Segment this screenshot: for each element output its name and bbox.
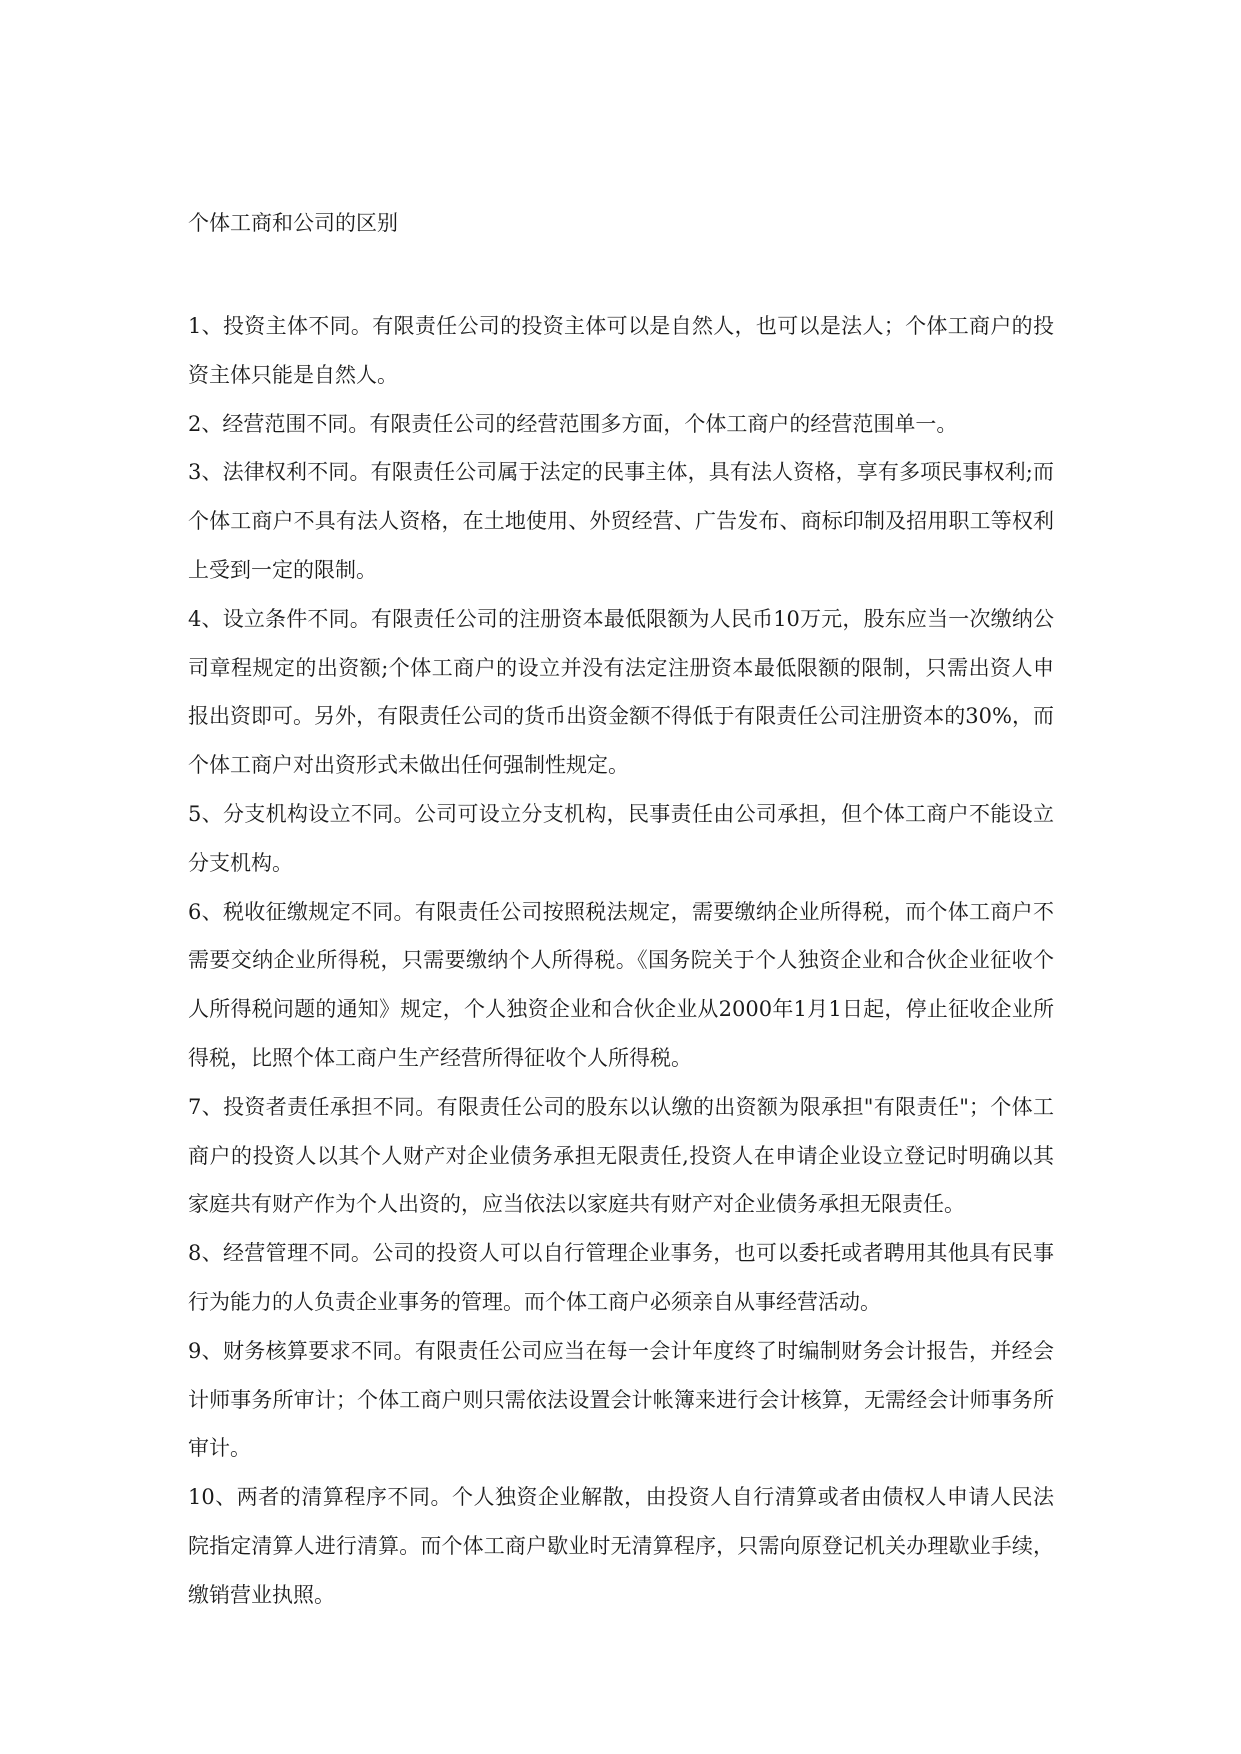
paragraph-5: 5、分支机构设立不同。公司可设立分支机构，民事责任由公司承担，但个体工商户不能设立分支机构。 (188, 801, 1054, 875)
paragraph-4: 4、设立条件不同。有限责任公司的注册资本最低限额为人民币10万元，股东应当一次缴纳公司章程规定的出资额;个体工商户的设立并没有法定注册资本最低限额的限制，只需出资人申报出资即可。另外，有限责任公司的货币出资金额不得低于有限责任公司注册资本的30%，而个体工商户对出资形式未做出任何强制性规定。 (188, 606, 1054, 778)
paragraph-6: 6、税收征缴规定不同。有限责任公司按照税法规定，需要缴纳企业所得税，而个体工商户不需要交纳企业所得税，只需要缴纳个人所得税。《国务院关于个人独资企业和合伙企业征收个人所得税问题的通知》规定，个人独资企业和合伙企业从2000年1月1日起，停止征收企业所得税，比照个体工商户生产经营所得征收个人所得税。 (188, 899, 1054, 1070)
document-title: 个体工商和公司的区别 (188, 211, 398, 235)
paragraph-8: 8、经营管理不同。公司的投资人可以自行管理企业事务，也可以委托或者聘用其他具有民事行为能力的人负责企业事务的管理。而个体工商户必须亲自从事经营活动。 (188, 1241, 1054, 1314)
paragraph-9: 9、财务核算要求不同。有限责任公司应当在每一会计年度终了时编制财务会计报告，并经会计师事务所审计；个体工商户则只需依法设置会计帐簿来进行会计核算，无需经会计师事务所审计。 (188, 1338, 1054, 1461)
paragraph-1: 1、投资主体不同。有限责任公司的投资主体可以是自然人，也可以是法人；个体工商户的投资主体只能是自然人。 (188, 314, 1054, 387)
paragraph-3: 3、法律权利不同。有限责任公司属于法定的民事主体，具有法人资格，享有多项民事权利;而个体工商户不具有法人资格，在土地使用、外贸经营、广告发布、商标印制及招用职工等权利上受到一定的限制。 (188, 460, 1054, 582)
paragraph-2: 2、经营范围不同。有限责任公司的经营范围多方面，个体工商户的经营范围单一。 (188, 411, 958, 436)
document-body (188, 302, 1054, 1620)
paragraph-10: 10、两者的清算程序不同。个人独资企业解散，由投资人自行清算或者由债权人申请人民法院指定清算人进行清算。而个体工商户歇业时无清算程序，只需向原登记机关办理歇业手续，缴销营业执照。 (188, 1485, 1054, 1607)
paragraph-7: 7、投资者责任承担不同。有限责任公司的股东以认缴的出资额为限承担"有限责任"；个体工商户的投资人以其个人财产对企业债务承担无限责任,投资人在申请企业设立登记时明确以其家庭共有财产作为个人出资的，应当依法以家庭共有财产对企业债务承担无限责任。 (188, 1094, 1054, 1217)
